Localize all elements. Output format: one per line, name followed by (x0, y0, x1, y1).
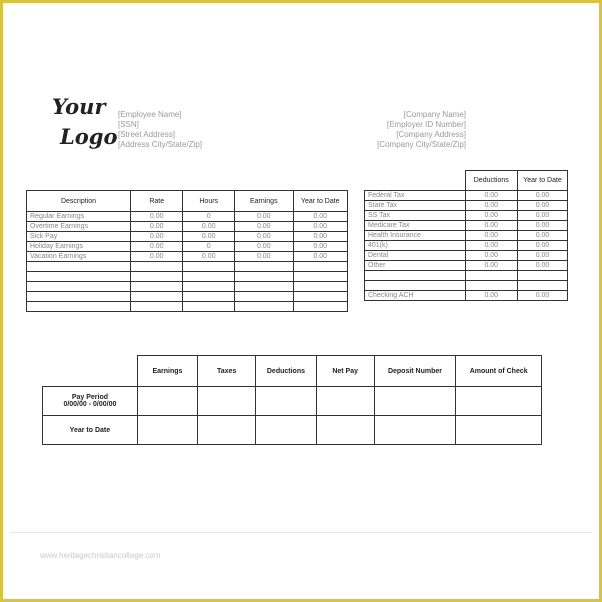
cell (518, 281, 568, 291)
cell: 0.00 (518, 201, 568, 211)
table-row (27, 262, 348, 272)
col-deposit-number: Deposit Number (374, 356, 456, 387)
cell: 0.00 (518, 221, 568, 231)
table-row (27, 282, 348, 292)
col-deductions: Deductions (256, 356, 316, 387)
cell (234, 282, 293, 292)
logo-line-1: Your (52, 94, 106, 119)
cell (131, 262, 183, 272)
cell (131, 302, 183, 312)
cell: State Tax (365, 201, 466, 211)
cell: 0.00 (234, 212, 293, 222)
cell: Dental (365, 251, 466, 261)
cell: 0.00 (293, 252, 347, 262)
cell: Checking ACH (365, 291, 466, 301)
deductions-table (364, 170, 568, 301)
cell: 0.00 (518, 211, 568, 221)
col-amount-of-check: Amount of Check (456, 356, 542, 387)
cell: SS Tax (365, 211, 466, 221)
earnings-header-row (27, 191, 348, 212)
cell: 0.00 (465, 211, 518, 221)
employee-name: [Employee Name] (118, 110, 182, 119)
cell: 0.00 (183, 252, 235, 262)
table-row (365, 291, 568, 301)
cell: 0.00 (234, 242, 293, 252)
col-hours: Hours (183, 191, 235, 212)
cell (198, 416, 256, 445)
cell: 0.00 (518, 191, 568, 201)
table-row (365, 201, 568, 211)
company-city: [Company City/State/Zip] (377, 140, 466, 149)
ytd-label: Year to Date (43, 416, 138, 445)
cell: 0 (183, 242, 235, 252)
cell: 0.00 (465, 261, 518, 271)
cell: 0.00 (465, 201, 518, 211)
cell (27, 272, 131, 282)
cell: 0.00 (131, 252, 183, 262)
cell (365, 271, 466, 281)
cell (465, 271, 518, 281)
col-rate: Rate (131, 191, 183, 212)
cell: 0.00 (234, 252, 293, 262)
cell (137, 387, 197, 416)
cell: 401(k) (365, 241, 466, 251)
col-blank (365, 171, 466, 191)
table-row (27, 272, 348, 282)
company-address: [Company Address] (396, 130, 466, 139)
cell (234, 272, 293, 282)
table-row (27, 292, 348, 302)
cell (293, 302, 347, 312)
cell: 0.00 (234, 232, 293, 242)
table-row (365, 231, 568, 241)
cell: 0.00 (293, 212, 347, 222)
employee-city: [Address City/State/Zip] (118, 140, 203, 149)
table-row (365, 271, 568, 281)
cell: Vacation Earnings (27, 252, 131, 262)
employer-id: [Employer ID Number] (386, 120, 466, 129)
cell (183, 282, 235, 292)
cell: 0.00 (131, 242, 183, 252)
cell: 0.00 (465, 241, 518, 251)
cell (183, 272, 235, 282)
cell: 0.00 (293, 232, 347, 242)
cell (456, 387, 542, 416)
table-row (365, 191, 568, 201)
cell (234, 292, 293, 302)
table-row (365, 211, 568, 221)
cell: Other (365, 261, 466, 271)
table-row (365, 251, 568, 261)
table-row (365, 281, 568, 291)
cell: 0 (183, 212, 235, 222)
cell (518, 271, 568, 281)
cell: Sick Pay (27, 232, 131, 242)
col-blank (43, 356, 138, 387)
table-row (365, 221, 568, 231)
cell: 0.00 (518, 251, 568, 261)
table-row (365, 261, 568, 271)
cell: 0.00 (183, 232, 235, 242)
cell (27, 292, 131, 302)
cell (131, 282, 183, 292)
cell: 0.00 (465, 191, 518, 201)
cell (293, 262, 347, 272)
cell: Holiday Earnings (27, 242, 131, 252)
deductions-header-row (365, 171, 568, 191)
table-row (27, 252, 348, 262)
cell: Overtime Earnings (27, 222, 131, 232)
summary-table (42, 355, 542, 445)
cell (131, 272, 183, 282)
cell: 0.00 (465, 291, 518, 301)
logo-line-2: Logo (60, 124, 118, 149)
ytd-row (43, 416, 542, 445)
cell: 0.00 (465, 231, 518, 241)
cell (234, 262, 293, 272)
table-row (27, 222, 348, 232)
col-description: Description (27, 191, 131, 212)
summary-header-row (43, 356, 542, 387)
cell: 0.00 (465, 251, 518, 261)
cell: 0.00 (518, 291, 568, 301)
company-info (366, 110, 466, 150)
cell (27, 282, 131, 292)
pay-period-label: Pay Period (71, 394, 108, 401)
cell: 0.00 (518, 241, 568, 251)
cell (374, 387, 456, 416)
pay-period-cell (43, 387, 138, 416)
cell: 0.00 (518, 261, 568, 271)
cell (137, 416, 197, 445)
cell: Medicare Tax (365, 221, 466, 231)
cell (256, 387, 316, 416)
cell: 0.00 (293, 242, 347, 252)
company-logo (52, 94, 118, 154)
cell (293, 292, 347, 302)
cell: 0.00 (131, 232, 183, 242)
cell: 0.00 (518, 231, 568, 241)
employee-info (118, 110, 202, 150)
col-earnings: Earnings (137, 356, 197, 387)
col-taxes: Taxes (198, 356, 256, 387)
earnings-table (26, 190, 348, 312)
cell (198, 387, 256, 416)
employee-ssn: [SSN] (118, 120, 139, 129)
table-row (27, 302, 348, 312)
pay-period-dates: 0/00/00 - 0/00/00 (63, 401, 117, 408)
col-net-pay: Net Pay (316, 356, 374, 387)
cell (316, 387, 374, 416)
col-ytd: Year to Date (518, 171, 568, 191)
cell (365, 281, 466, 291)
cell: 0.00 (131, 222, 183, 232)
table-row (27, 232, 348, 242)
col-deductions: Deductions (465, 171, 518, 191)
cell (293, 272, 347, 282)
cell (183, 292, 235, 302)
cell (256, 416, 316, 445)
pay-period-row (43, 387, 542, 416)
employee-street: [Street Address] (118, 130, 175, 139)
cell (465, 281, 518, 291)
cell (183, 262, 235, 272)
cell: 0.00 (293, 222, 347, 232)
divider (10, 532, 592, 533)
cell (293, 282, 347, 292)
col-earnings: Earnings (234, 191, 293, 212)
cell (316, 416, 374, 445)
cell: 0.00 (183, 222, 235, 232)
cell: Regular Earnings (27, 212, 131, 222)
cell: 0.00 (131, 212, 183, 222)
cell: Health Insurance (365, 231, 466, 241)
cell (27, 302, 131, 312)
cell (183, 302, 235, 312)
cell (234, 302, 293, 312)
cell (131, 292, 183, 302)
table-row (365, 241, 568, 251)
cell (374, 416, 456, 445)
cell: 0.00 (465, 221, 518, 231)
table-row (27, 212, 348, 222)
footer-url: www.heritagechristiancollege.com (40, 551, 161, 560)
cell (456, 416, 542, 445)
cell (27, 262, 131, 272)
table-row (27, 242, 348, 252)
cell: Federal Tax (365, 191, 466, 201)
col-ytd: Year to Date (293, 191, 347, 212)
company-name: [Company Name] (403, 110, 466, 119)
cell: 0.00 (234, 222, 293, 232)
